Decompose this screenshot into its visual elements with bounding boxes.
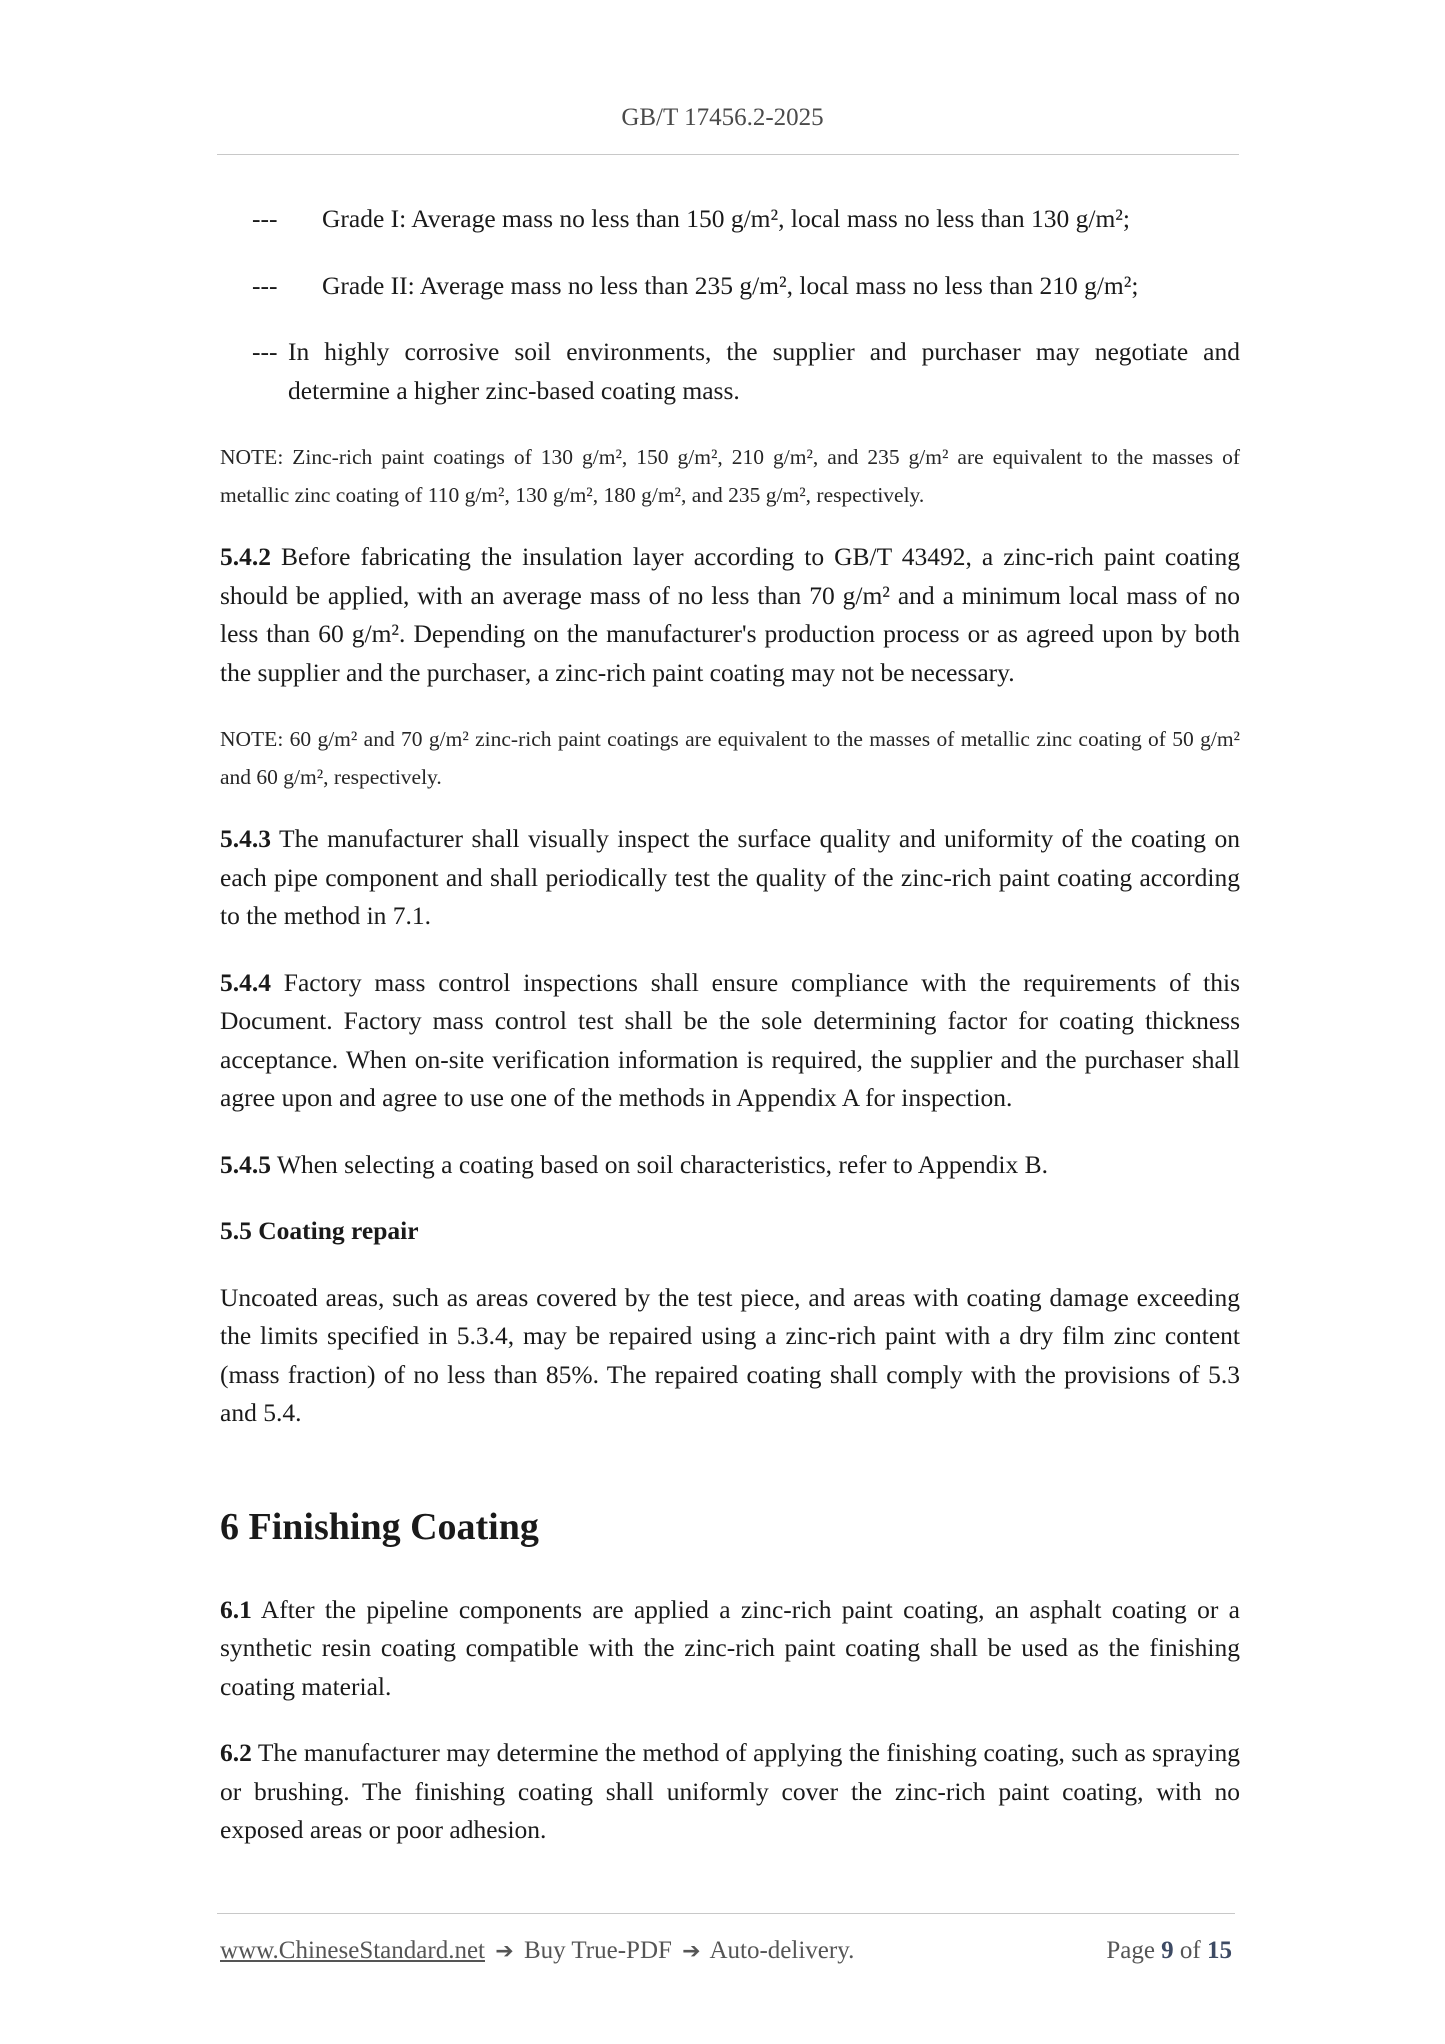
- footer-links: [220, 1937, 854, 1965]
- chinese-standard-link[interactable]: www.ChineseStandard.net: [220, 1937, 485, 1964]
- of-label: of: [1179, 1937, 1201, 1964]
- footer-divider: [217, 1913, 1235, 1914]
- clause-number: 5.4.3: [220, 824, 271, 853]
- document-code-header: GB/T 17456.2-2025: [621, 104, 824, 131]
- clause-text: The manufacturer may determine the method of applying the finishing coating, such as spraying or brushing. The finishing coating shall uniformly cover the zinc-rich paint coating, with no exposed areas or poor adhesion.: [220, 1738, 1240, 1844]
- bullet-text: In highly corrosive soil environments, the supplier and purchaser may negotiate and determine a higher zinc-based coating mass.: [288, 337, 1240, 405]
- note-zinc-rich-equivalence: NOTE: Zinc-rich paint coatings of 130 g/m², 150 g/m², 210 g/m², and 235 g/m² are equivalent to the masses of metallic zinc coating of 110 g/m², 130 g/m², 180 g/m², and 235 g/m², respectively.: [220, 445, 1240, 507]
- clause-text: Before fabricating the insulation layer according to GB/T 43492, a zinc-rich paint coating should be applied, with an average mass of no less than 70 g/m² and a minimum local mass of no less than 60 g/m². Depending on the manufacturer's production process or as agreed upon by both the supplier and the purchaser, a zinc-rich paint coating may not be necessary.: [220, 542, 1240, 687]
- auto-delivery-text: Auto-delivery.: [709, 1937, 855, 1964]
- clause-6-1: [220, 1591, 1240, 1707]
- clause-number: 5.4.2: [220, 542, 271, 571]
- current-page-number: 9: [1161, 1937, 1174, 1964]
- clause-text: Factory mass control inspections shall ensure compliance with the requirements of this Document. Factory mass control test shall be the sole determining factor for coating thickness acceptance. When on-site verification information is required, the supplier and the purchaser shall agree upon and agree to use one of the methods in Appendix A for inspection.: [220, 967, 1240, 1112]
- bullet-text: Grade I: Average mass no less than 150 g/m², local mass no less than 130 g/m²;: [322, 204, 1131, 233]
- bullet-dash: ---: [252, 337, 278, 366]
- corrosive-soil-item: [252, 333, 1240, 410]
- total-pages-number: 15: [1207, 1937, 1232, 1964]
- buy-true-pdf-text: Buy True-PDF: [523, 1937, 672, 1964]
- clause-number: 6.2: [220, 1738, 252, 1767]
- arrow-right-icon: ➔: [495, 1939, 514, 1964]
- bullet-dash: ---: [252, 270, 278, 300]
- clause-text: When selecting a coating based on soil characteristics, refer to Appendix B.: [271, 1149, 1049, 1179]
- clause-number: 6.1: [220, 1594, 252, 1624]
- clause-5-4-5: [220, 1146, 1240, 1185]
- clause-6-2: [220, 1734, 1240, 1850]
- header-divider: [217, 154, 1239, 155]
- clause-5-4-3: [220, 820, 1240, 936]
- bullet-text: Grade II: Average mass no less than 235 g/m², local mass no less than 210 g/m²;: [322, 270, 1139, 300]
- section-5-5-heading: 5.5 Coating repair: [220, 1216, 419, 1245]
- clause-5-4-2: [220, 538, 1240, 692]
- clause-number: 5.4.5: [220, 1149, 271, 1179]
- page-content: [220, 200, 1240, 1878]
- grade-1-item: [252, 200, 1240, 239]
- grade-2-item: [252, 267, 1240, 306]
- note-60-70-equivalence: NOTE: 60 g/m² and 70 g/m² zinc-rich paint coatings are equivalent to the masses of metallic zinc coating of 50 g/m² and 60 g/m², respectively.: [220, 727, 1240, 789]
- clause-text: After the pipeline components are applied a zinc-rich paint coating, an asphalt coating or a synthetic resin coating compatible with the zinc-rich paint coating shall be used as the finishing coating material.: [220, 1594, 1240, 1701]
- page-indicator: [1106, 1937, 1232, 1965]
- clause-number: 5.4.4: [220, 967, 271, 997]
- clause-5-4-4: [220, 964, 1240, 1118]
- clause-text: The manufacturer shall visually inspect the surface quality and uniformity of the coating on each pipe component and shall periodically test the quality of the zinc-rich paint coating according to the method in 7.1.: [220, 824, 1240, 930]
- bullet-dash: ---: [252, 204, 278, 233]
- page-label: Page: [1106, 1937, 1155, 1964]
- section-6-heading: 6 Finishing Coating: [220, 1505, 539, 1548]
- arrow-right-icon: ➔: [682, 1939, 701, 1964]
- coating-repair-paragraph: Uncoated areas, such as areas covered by the test piece, and areas with coating damage exceeding the limits specified in 5.3.4, may be repaired using a zinc-rich paint with a dry film zinc content (mass fraction) of no less than 85%. The repaired coating shall comply with the provisions of 5.3 and 5.4.: [220, 1282, 1240, 1427]
